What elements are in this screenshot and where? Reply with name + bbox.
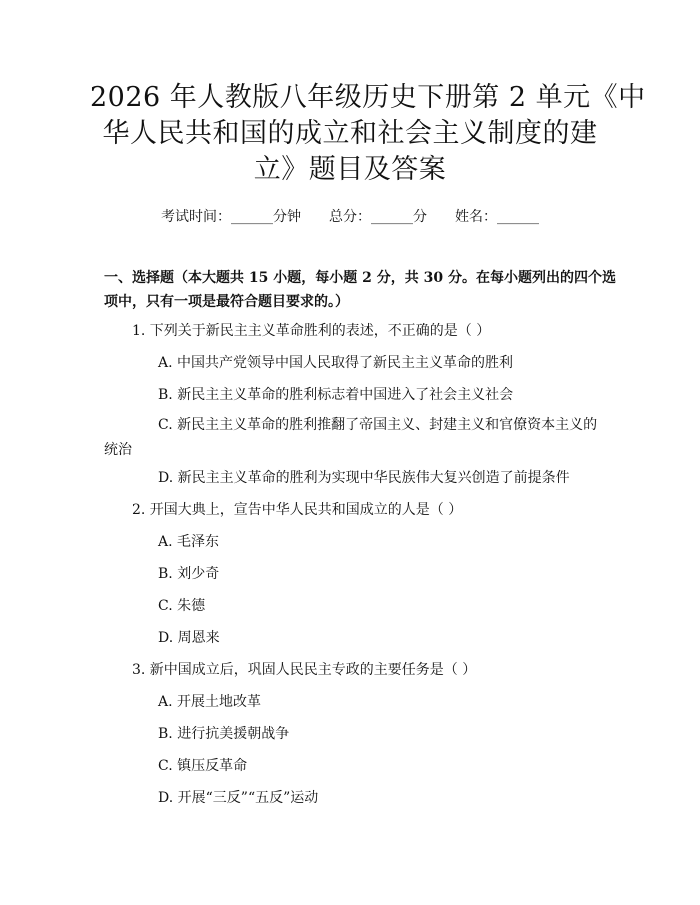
student-name: 姓名：______: [455, 209, 539, 225]
question-2-option-a: A. 毛泽东: [158, 534, 220, 550]
question-1-option-c-text: C. 新民主主义革命的胜利推翻了帝国主义、封建主义和官僚资本主义的: [158, 417, 598, 433]
question-1-option-c: [104, 413, 604, 463]
title-line-2: 华人民共和国的成立和社会主义制度的建: [102, 118, 598, 149]
question-1-option-d: D. 新民主主义革命的胜利为实现中华民族伟大复兴创造了前提条件: [158, 470, 570, 486]
question-1-option-b: B. 新民主主义革命的胜利标志着中国进入了社会主义社会: [158, 387, 514, 403]
exam-time: 考试时间：______分钟: [161, 209, 301, 225]
question-3-option-a: A. 开展土地改革: [158, 694, 262, 710]
question-2-option-d: D. 周恩来: [158, 630, 220, 646]
total-score: 总分：______分: [329, 209, 427, 225]
question-1-stem: 1. 下列关于新民主主义革命胜利的表述，不正确的是（ ）: [132, 323, 491, 339]
question-2-option-b: B. 刘少奇: [158, 566, 220, 582]
question-1-option-c-continuation: 统治: [104, 442, 132, 458]
question-2-option-c: C. 朱德: [158, 598, 206, 614]
section-heading-line-2: 项中，只有一项是最符合题目要求的。）: [104, 294, 349, 310]
question-3-option-d: D. 开展“三反”“五反”运动: [158, 790, 319, 806]
title-line-3: 立》题目及答案: [253, 154, 447, 185]
exam-meta: [0, 206, 700, 226]
title-line-1: 2026 年人教版八年级历史下册第 2 单元《中: [90, 82, 646, 113]
question-3-stem: 3. 新中国成立后，巩固人民民主专政的主要任务是（ ）: [132, 662, 477, 678]
question-3-option-c: C. 镇压反革命: [158, 758, 248, 774]
section-heading: [104, 266, 616, 314]
document-title: [90, 80, 646, 188]
question-3-option-b: B. 进行抗美援朝战争: [158, 726, 290, 742]
section-heading-line-1: 一、选择题（本大题共 15 小题，每小题 2 分，共 30 分。在每小题列出的四个选: [104, 270, 616, 286]
question-2-stem: 2. 开国大典上，宣告中华人民共和国成立的人是（ ）: [132, 502, 463, 518]
question-1-option-a: A. 中国共产党领导中国人民取得了新民主主义革命的胜利: [158, 355, 514, 371]
